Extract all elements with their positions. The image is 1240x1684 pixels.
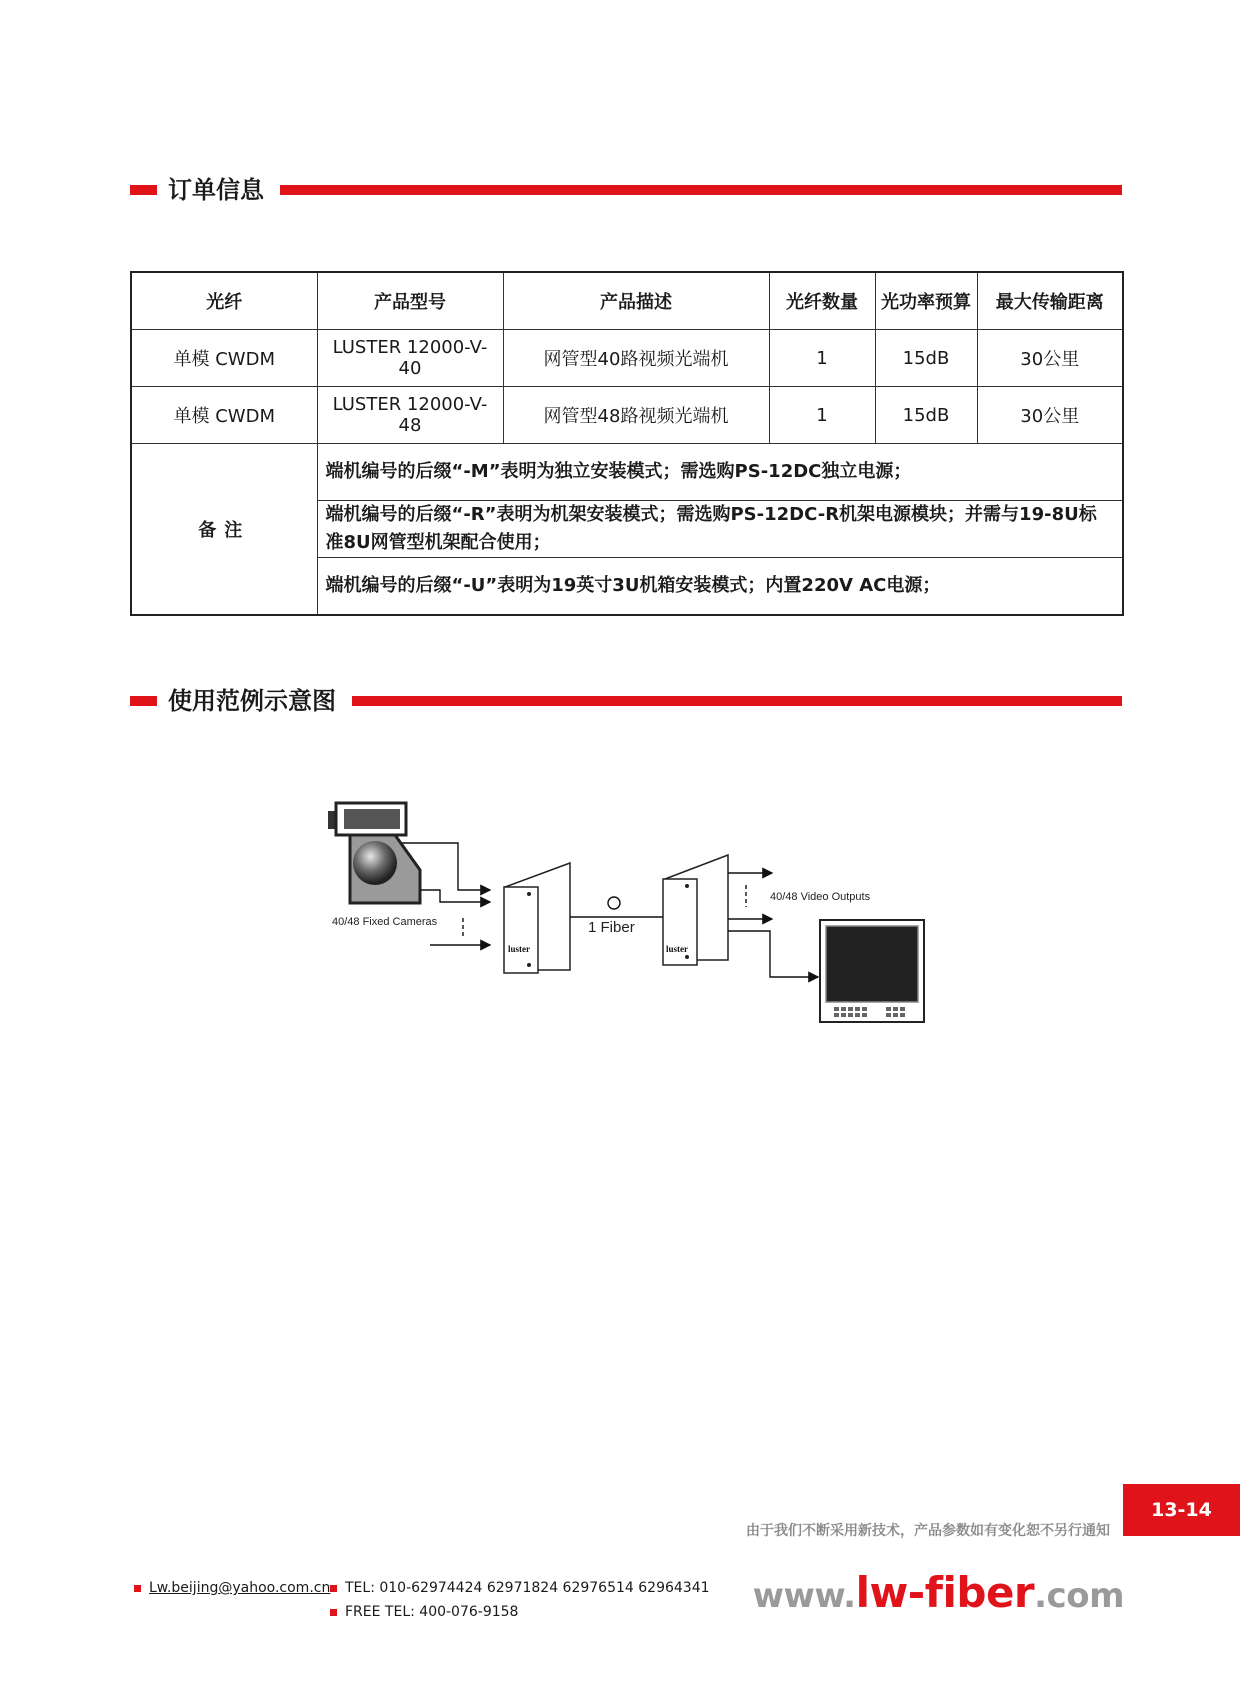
- monitor-icon: [820, 920, 924, 1022]
- section-rule: [280, 185, 1122, 195]
- section-title: 订单信息: [168, 170, 274, 210]
- device-brand: luster: [666, 944, 688, 954]
- order-table: [130, 271, 1124, 616]
- table-cell: 30公里: [977, 387, 1123, 444]
- section-marker: [130, 185, 157, 195]
- site-suffix: .com: [1034, 1576, 1124, 1616]
- email-contact: [134, 1580, 330, 1596]
- table-cell: 1: [769, 330, 875, 387]
- section-rule: [352, 696, 1122, 706]
- table-cell: 单模 CWDM: [131, 387, 317, 444]
- bullet-icon: [330, 1585, 337, 1592]
- bullet-icon: [330, 1609, 337, 1616]
- site-prefix: www.: [752, 1576, 856, 1616]
- table-row: [131, 387, 1123, 444]
- column-header: 产品型号: [317, 272, 503, 330]
- receiver-device: [663, 855, 728, 965]
- fiber-label: 1 Fiber: [588, 919, 635, 936]
- tel-contact: [330, 1580, 710, 1596]
- section-header-order-info: [130, 170, 1122, 210]
- fiber-connector-icon: [608, 897, 620, 909]
- table-row: [131, 330, 1123, 387]
- table-cell: 15dB: [875, 387, 977, 444]
- camera-icon: [328, 803, 420, 903]
- outputs-label: 40/48 Video Outputs: [770, 891, 871, 903]
- transmitter-device: [504, 863, 570, 973]
- note-item: 端机编号的后缀“-U”表明为19英寸3U机箱安装模式；内置220V AC电源；: [317, 558, 1123, 616]
- table-cell: 30公里: [977, 330, 1123, 387]
- column-header: 光纤数量: [769, 272, 875, 330]
- section-marker: [130, 696, 157, 706]
- bullet-icon: [134, 1585, 141, 1592]
- free-tel-text: FREE TEL: 400-076-9158: [345, 1604, 519, 1620]
- table-cell: 网管型40路视频光端机: [503, 330, 769, 387]
- table-header-row: [131, 272, 1123, 330]
- table-cell: 15dB: [875, 330, 977, 387]
- device-brand: luster: [508, 944, 530, 954]
- section-header-usage-diagram: [130, 681, 1122, 721]
- note-item: 端机编号的后缀“-M”表明为独立安装模式；需选购PS-12DC独立电源；: [317, 444, 1123, 501]
- page-number: 13-14: [1123, 1484, 1240, 1536]
- disclaimer-text: 由于我们不断采用新技术，产品参数如有变化恕不另行通知: [746, 1523, 1110, 1539]
- table-cell: LUSTER 12000-V-40: [317, 330, 503, 387]
- application-diagram: [320, 795, 940, 1035]
- free-tel-contact: [330, 1604, 518, 1620]
- column-header: 光功率预算: [875, 272, 977, 330]
- website-link[interactable]: [753, 1568, 1124, 1617]
- column-header: 光纤: [131, 272, 317, 330]
- table-cell: 网管型48路视频光端机: [503, 387, 769, 444]
- notes-row: [131, 444, 1123, 501]
- table-cell: LUSTER 12000-V-48: [317, 387, 503, 444]
- column-header: 最大传输距离: [977, 272, 1123, 330]
- cameras-label: 40/48 Fixed Cameras: [332, 916, 438, 928]
- table-cell: 1: [769, 387, 875, 444]
- site-brand: lw-fiber: [855, 1568, 1035, 1617]
- email-link[interactable]: Lw.beijing@yahoo.com.cn: [149, 1580, 331, 1596]
- column-header: 产品描述: [503, 272, 769, 330]
- tel-text: TEL: 010-62974424 62971824 62976514 62964341: [345, 1580, 710, 1596]
- section-title: 使用范例示意图: [168, 681, 346, 721]
- notes-label: 备注: [131, 444, 317, 616]
- table-cell: 单模 CWDM: [131, 330, 317, 387]
- note-item: 端机编号的后缀“-R”表明为机架安装模式；需选购PS-12DC-R机架电源模块；并需与19-8U标准8U网管型机架配合使用；: [317, 501, 1123, 558]
